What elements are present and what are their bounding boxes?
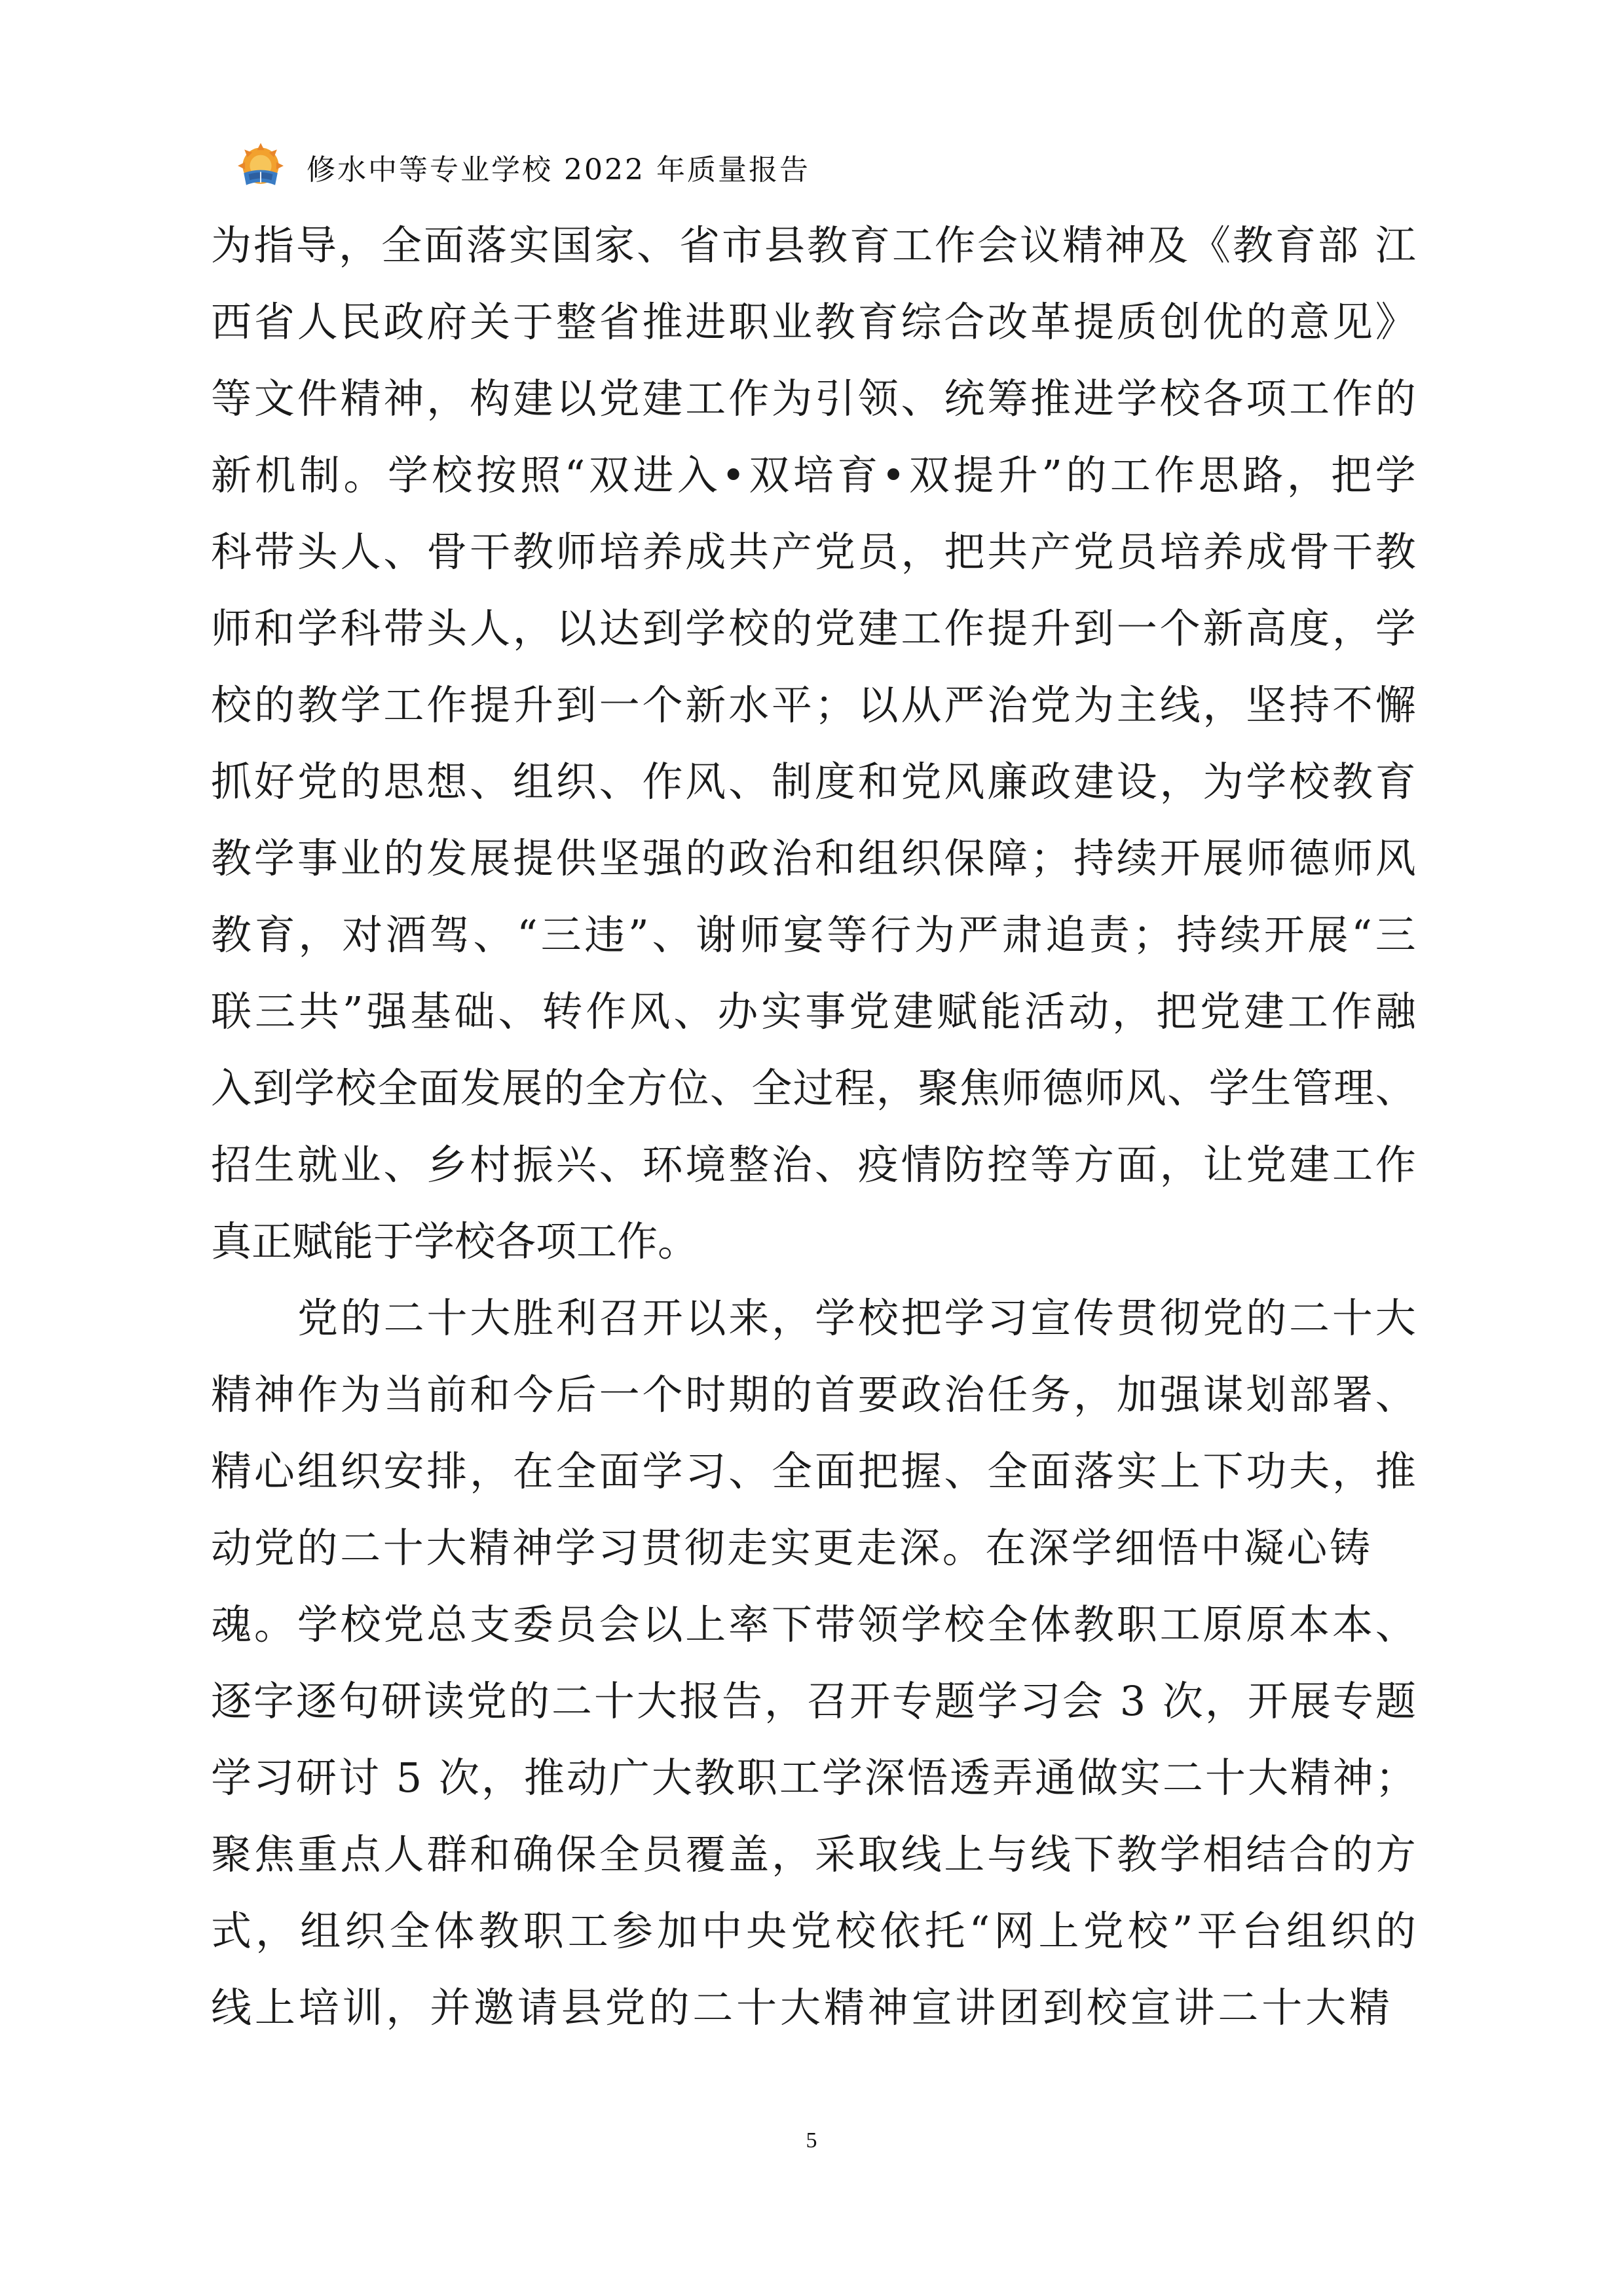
page-header xyxy=(231,134,810,200)
text-line: 西 省 人 民 政 府 关 于 整 省 推 进 职 业 教 育 综 合 改 革 提 质 创 优 的 意 见 》 xyxy=(211,298,1416,346)
text-line: 教 育 ， 对 酒 驾 、 “ 三 违 ” 、 谢 师 宴 等 行 为 严 肃 追 责 ； 持 续 开 展 “ 三 xyxy=(211,911,1416,959)
text-line: 校 的 教 学 工 作 提 升 到 一 个 新 水 平 ； 以 从 严 治 党 为 主 线 ， 坚 持 不 懈 xyxy=(211,681,1416,729)
text-line: 入 到 学 校 全 面 发 展 的 全 方 位 、 全 过 程 ， 聚 焦 师 德 师 风 、 学 生 管 理 、 xyxy=(211,1064,1416,1112)
text-line: 动 党 的 二 十 大 精 神 学 习 贯 彻 走 实 更 走 深 。 在 深 学 细 悟 中 凝 心 铸 xyxy=(211,1524,1370,1572)
text-line: 师 和 学 科 带 头 人 ， 以 达 到 学 校 的 党 建 工 作 提 升 到 一 个 新 高 度 ， 学 xyxy=(211,604,1416,652)
text-line: 等 文 件 精 神 ， 构 建 以 党 建 工 作 为 引 领 、 统 筹 推 进 学 校 各 项 工 作 的 xyxy=(211,375,1416,422)
text-line: 科 带 头 人 、 骨 干 教 师 培 养 成 共 产 党 员 ， 把 共 产 党 员 培 养 成 骨 干 教 xyxy=(211,528,1416,576)
page-number: 5 xyxy=(806,2128,817,2153)
document-body xyxy=(211,207,1416,2046)
text-line: 聚 焦 重 点 人 群 和 确 保 全 员 覆 盖 ， 采 取 线 上 与 线 下 教 学 相 结 合 的 方 xyxy=(211,1830,1416,1878)
text-line: 联 三 共 ” 强 基 础 、 转 作 风 、 办 实 事 党 建 赋 能 活 动 ， 把 党 建 工 作 融 xyxy=(211,988,1416,1035)
text-line: 逐 字 逐 句 研 读 党 的 二 十 大 报 告 ， 召 开 专 题 学 习 会 3 次 ， 开 展 专 题 xyxy=(211,1677,1416,1725)
text-line: 精 心 组 织 安 排 ， 在 全 面 学 习 、 全 面 把 握 、 全 面 落 实 上 下 功 夫 ， 推 xyxy=(211,1447,1416,1495)
text-line: 线 上 培 训 ， 并 邀 请 县 党 的 二 十 大 精 神 宣 讲 团 到 校 宣 讲 二 十 大 精 xyxy=(211,1984,1390,2031)
text-line-paragraph-end: 真正赋能于学校各项工作。 xyxy=(211,1217,699,1265)
text-line: 新 机 制 。 学 校 按 照 “ 双 进 入 • 双 培 育 • 双 提 升 ” 的 工 作 思 路 ， 把 学 xyxy=(211,451,1416,499)
text-line: 为 指 导 ， 全 面 落 实 国 家 、 省 市 县 教 育 工 作 会 议 精 神 及 《 教 育 部 江 xyxy=(211,221,1416,269)
text-line-paragraph-start: 党 的 二 十 大 胜 利 召 开 以 来 ， 学 校 把 学 习 宣 传 贯 彻 党 的 二 十 大 xyxy=(297,1294,1416,1342)
header-title: 修水中等专业学校 2022 年质量报告 xyxy=(307,153,810,187)
text-line: 式 ， 组 织 全 体 教 职 工 参 加 中 央 党 校 依 托 “ 网 上 党 校 ” 平 台 组 织 的 xyxy=(211,1907,1416,1955)
text-line: 教 学 事 业 的 发 展 提 供 坚 强 的 政 治 和 组 织 保 障 ； 持 续 开 展 师 德 师 风 xyxy=(211,834,1416,882)
text-line: 精 神 作 为 当 前 和 今 后 一 个 时 期 的 首 要 政 治 任 务 ， 加 强 谋 划 部 署 、 xyxy=(211,1371,1416,1418)
text-line: 学 习 研 讨 5 次 ， 推 动 广 大 教 职 工 学 深 悟 透 弄 通 做 实 二 十 大 精 神 ； xyxy=(211,1754,1416,1802)
text-line: 招 生 就 业 、 乡 村 振 兴 、 环 境 整 治 、 疫 情 防 控 等 方 面 ， 让 党 建 工 作 xyxy=(211,1141,1416,1189)
text-line: 抓 好 党 的 思 想 、 组 织 、 作 风 、 制 度 和 党 风 廉 政 建 设 ， 为 学 校 教 育 xyxy=(211,758,1416,805)
school-logo-icon xyxy=(231,137,291,197)
text-line: 魂 。 学 校 党 总 支 委 员 会 以 上 率 下 带 领 学 校 全 体 教 职 工 原 原 本 本 、 xyxy=(211,1601,1416,1648)
